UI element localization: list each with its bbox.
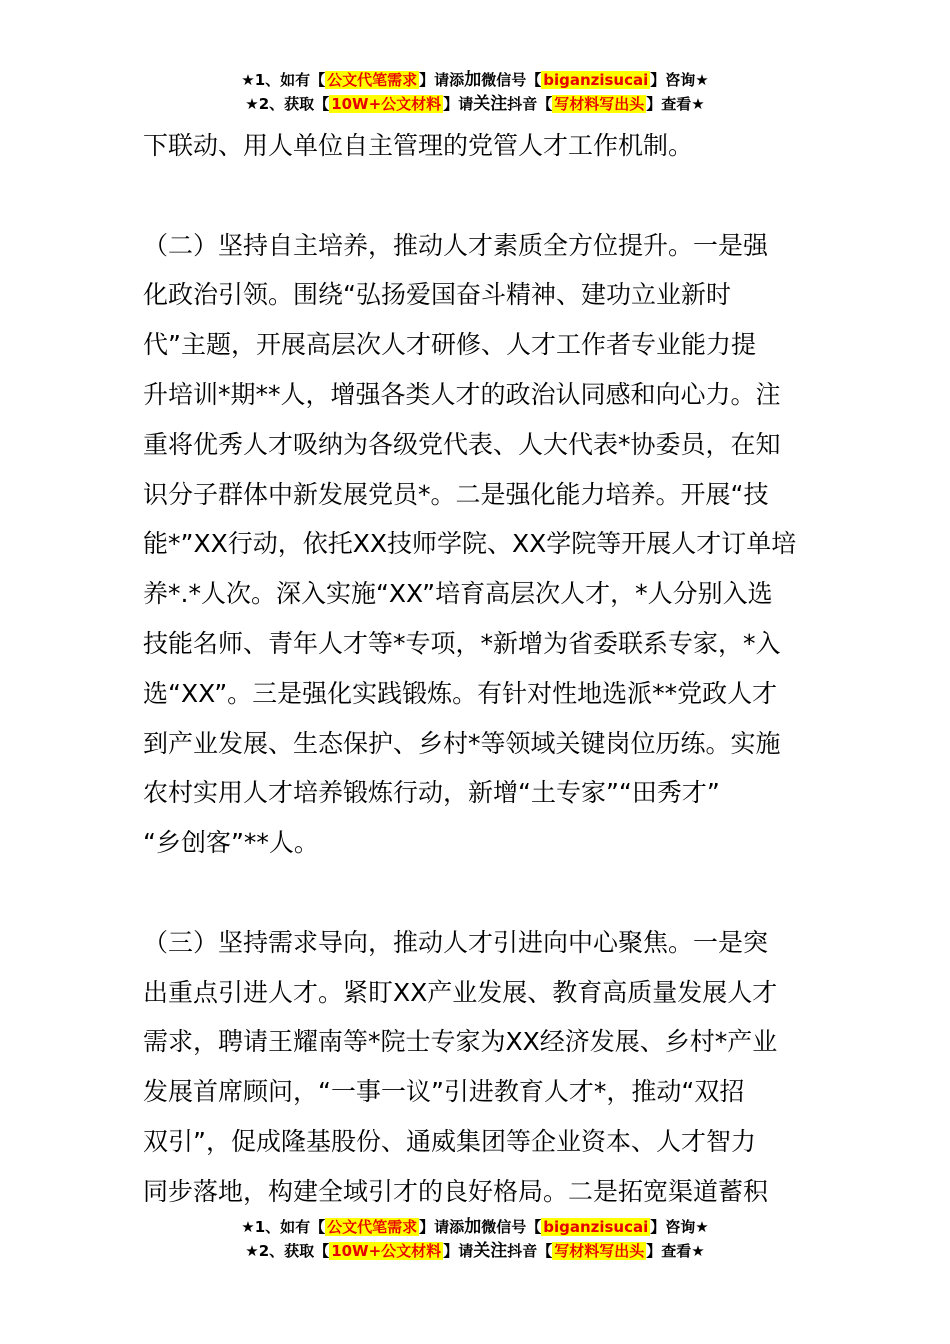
body-line: 出重点引进人才。紧盯XX产业发展、教育高质量发展人才 [143, 977, 778, 1007]
paragraph-gap [143, 868, 808, 918]
top-banner [0, 68, 950, 116]
body-line: （三）坚持需求导向，推动人才引进向中心聚焦。一是突 [143, 927, 769, 957]
highlight-materials: 10W+公文材料 [331, 95, 442, 113]
highlight-service: 公文代笔需求 [327, 71, 418, 89]
bottom-banner-line-1: ★1、如有【 公文代笔需求 】请添加微信号【 biganzisucai 】咨询★ [241, 1217, 709, 1237]
paragraph-gap [143, 171, 808, 221]
body-line: 重将优秀人才吸纳为各级党代表、人大代表*协委员，在知 [143, 429, 781, 459]
top-banner-line-2: ★2、获取【 10W+公文材料 】请关注抖音【 写材料写出头 】查看★ [245, 94, 705, 114]
body-line: 农村实用人才培养锻炼行动，新增“土专家”“田秀才” [143, 778, 720, 808]
bottom-banner-line-2: ★2、获取【 10W+公文材料 】请关注抖音【 写材料写出头 】查看★ [245, 1241, 705, 1261]
body-line: 到产业发展、生态保护、乡村*等领域关键岗位历练。实施 [143, 728, 781, 758]
body-line: 升培训*期**人，增强各类人才的政治认同感和向心力。注 [143, 379, 781, 409]
highlight-service: 公文代笔需求 [327, 1218, 418, 1236]
body-line: 养*.*人次。深入实施“XX”培育高层次人才，*人分别入选 [143, 579, 773, 609]
highlight-douyin-account: 写材料写出头 [554, 1242, 645, 1260]
highlight-douyin-account: 写材料写出头 [554, 95, 645, 113]
body-line: 发展首席顾问，“一事一议”引进教育人才*，推动“双招 [143, 1077, 745, 1107]
body-line: 双引”，促成隆基股份、通威集团等企业资本、人才智力 [143, 1126, 756, 1156]
highlight-wechat-id: biganzisucai [543, 71, 649, 89]
body-line: 化政治引领。围绕“弘扬爱国奋斗精神、建功立业新时 [143, 280, 731, 310]
body-line: “乡创客”**人。 [143, 828, 319, 858]
highlight-wechat-id: biganzisucai [543, 1218, 649, 1236]
bottom-banner [0, 1215, 950, 1263]
body-line: 代”主题，开展高层次人才研修、人才工作者专业能力提 [143, 330, 756, 360]
body-line: 技能名师、青年人才等*专项，*新增为省委联系专家，*入 [143, 628, 781, 658]
body-line: 同步落地，构建全域引才的良好格局。二是拓宽渠道蓄积 [143, 1176, 769, 1206]
top-banner-line-1: ★1、如有【 公文代笔需求 】请添加微信号【 biganzisucai 】咨询★ [241, 70, 709, 90]
document-body [143, 121, 808, 1217]
body-line: 选“XX”。三是强化实践锻炼。有针对性地选派**党政人才 [143, 678, 778, 708]
body-line: 识分子群体中新发展党员*。二是强化能力培养。开展“技 [143, 479, 769, 509]
body-line: 需求，聘请王耀南等*院士专家为XX经济发展、乡村*产业 [143, 1027, 778, 1057]
body-line: 下联动、用人单位自主管理的党管人才工作机制。 [143, 131, 694, 160]
body-line: 能*”XX行动，依托XX技师学院、XX学院等开展人才订单培 [143, 529, 797, 559]
body-line: （二）坚持自主培养，推动人才素质全方位提升。一是强 [143, 230, 769, 260]
highlight-materials: 10W+公文材料 [331, 1242, 442, 1260]
